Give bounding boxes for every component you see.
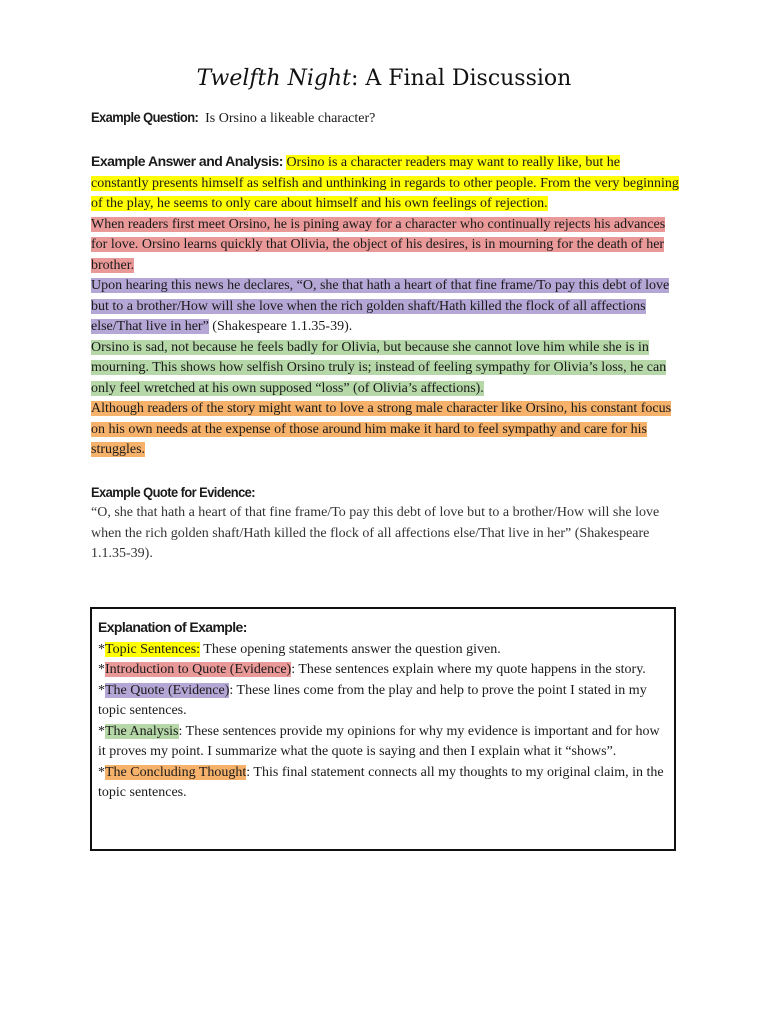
concluding-thought: Although readers of the story might want to love a strong male character like Orsino, his constant focus on his own needs at the expense of those around him make it hard to feel sympathy and care for his struggles. <box>91 401 672 457</box>
explanation-item <box>98 660 668 681</box>
question-text: Is Orsino a likeable character? <box>205 111 376 126</box>
term-intro-quote: Introduction to Quote (Evidence) <box>105 662 292 677</box>
example-question <box>91 109 375 127</box>
term-analysis: The Analysis <box>105 723 179 739</box>
explanation-text: : These sentences explain where my quote happens in the story. <box>291 662 646 677</box>
question-label: Example Question: <box>91 109 199 125</box>
topic-sentences: Orsino is a character readers may want to really like, but he constantly presents himself as selfish and unthinking in regards to other people. From the very beginning of the play, he seems to only care about himself and his own feelings of rejection. <box>91 155 679 211</box>
term-topic-sentences: Topic Sentences: <box>105 641 201 657</box>
quote-evidence: Upon hearing this news he declares, “O, she that hath a heart of that fine frame/To pay this debt of love but to a brother/How will she love when the rich golden shaft/Hath killed the flock of all affections else/That live in her” <box>91 278 670 334</box>
term-quote: The Quote (Evidence) <box>105 682 230 698</box>
bullet-marker: * <box>98 764 105 780</box>
intro-to-quote: When readers first meet Orsino, he is pining away for a character who continually rejects his advances for love. Orsino learns quickly that Olivia, the object of his desires, is in mourning for the death of her brother. <box>91 216 666 273</box>
explanation-box <box>90 607 676 851</box>
answer-label: Example Answer and Analysis: <box>91 153 283 169</box>
bullet-marker: * <box>98 682 105 698</box>
evidence-quote: “O, she that hath a heart of that fine frame/To pay this debt of love but to a brother/How will she love when the rich golden shaft/Hath killed the flock of all affections else/That live in her” (Shakespeare 1.1.35-39). <box>91 505 660 561</box>
term-concluding: The Concluding Thought <box>105 764 247 780</box>
explanation-item <box>98 640 668 661</box>
analysis: Orsino is sad, not because he feels badly for Olivia, but because she cannot love him while she is in mourning. This shows how selfish Orsino truly is; instead of feeling sympathy for Olivia’s loss, he can only feel wretched at his own supposed “loss” (of Olivia’s affections). <box>91 339 667 396</box>
explanation-item <box>98 763 668 804</box>
quote-citation: (Shakespeare 1.1.35-39). <box>208 319 353 334</box>
title-rest: : A Final Discussion <box>350 66 572 91</box>
explanation-label: Explanation of Example: <box>98 619 247 635</box>
explanation-text: These opening statements answer the question given. <box>200 641 501 657</box>
bullet-marker: * <box>98 641 105 657</box>
page-title <box>0 66 768 91</box>
answer-paragraph <box>91 151 679 461</box>
bullet-marker: * <box>98 723 105 739</box>
explanation-item <box>98 681 668 722</box>
explanation-text: : These lines come from the play and help to prove the point I stated in my topic sentences. <box>98 682 647 718</box>
explanation-text: : This final statement connects all my thoughts to my original claim, in the topic sentences. <box>98 764 664 800</box>
explanation-item <box>98 722 668 763</box>
bullet-marker: * <box>98 662 105 677</box>
evidence-heading <box>91 484 269 502</box>
evidence-label: Example Quote for Evidence: <box>91 484 256 500</box>
title-italic: Twelfth Night <box>196 66 351 91</box>
explanation-text: : These sentences provide my opinions for why my evidence is important and for how it proves my point. I summarize what the quote is saying and then I explain what it “shows”. <box>98 723 660 759</box>
